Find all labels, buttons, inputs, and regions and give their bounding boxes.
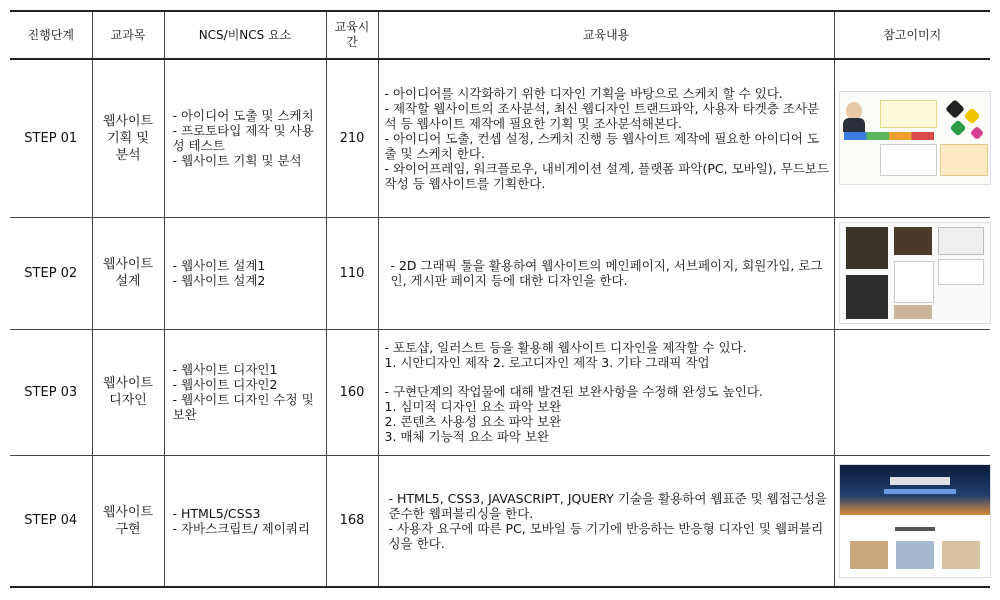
- header-step: 진행단계: [10, 11, 92, 59]
- content-cell: [378, 329, 834, 455]
- header-hours: 교육시간: [326, 11, 378, 59]
- header-content: 교육내용: [378, 11, 834, 59]
- header-row: [10, 11, 990, 59]
- ncs-cell: [164, 59, 326, 217]
- table-row: [10, 455, 990, 587]
- subject-cell: 웹사이트 설계: [92, 217, 164, 329]
- step-cell: STEP 01: [10, 59, 92, 217]
- reference-image-website: [839, 464, 991, 578]
- reference-cell: [834, 217, 990, 329]
- content-item: - 와이어프레임, 워크플로우, 내비게이션 설계, 플랫폼 파악(PC, 모바일), 무드보드 작성 등 웹사이트를 기획한다.: [384, 160, 829, 191]
- header-reference: 참고이미지: [834, 11, 990, 59]
- hours-cell: 210: [326, 59, 378, 217]
- ncs-cell: [164, 217, 326, 329]
- content-cell: [378, 217, 834, 329]
- header-subject: 교과목: [92, 11, 164, 59]
- content-spacer: [385, 370, 830, 384]
- subject-cell: 웹사이트 기획 및 분석: [92, 59, 164, 217]
- content-item: 1. 시안디자인 제작 2. 로고디자인 제작 3. 기타 그래픽 작업: [384, 355, 710, 370]
- content-item: - HTML5, CSS3, JAVASCRIPT, JQUERY 기술을 활용하여 웹표준 및 웹접근성을 준수한 웹퍼블리싱을 한다.: [388, 490, 828, 521]
- curriculum-table-wrapper: [10, 10, 990, 588]
- subject-cell: 웹사이트 구현: [92, 455, 164, 587]
- ncs-item: - 웹사이트 기획 및 분석: [172, 153, 302, 169]
- content-item: - 포토샵, 일러스트 등을 활용해 웹사이트 디자인을 제작할 수 있다.: [384, 340, 747, 355]
- content-item: 3. 매체 기능적 요소 파악 보완: [384, 429, 550, 444]
- step-cell: STEP 02: [10, 217, 92, 329]
- ncs-item: - 웹사이트 디자인2: [172, 377, 278, 392]
- content-cell: [378, 59, 834, 217]
- reference-cell: [834, 59, 990, 217]
- reference-image-design-layout: [839, 222, 991, 324]
- subject-cell: 웹사이트 디자인: [92, 329, 164, 455]
- curriculum-table: [10, 10, 990, 588]
- reference-cell: [834, 455, 990, 587]
- content-item: - 아이디어 도출, 컨셉 설정, 스케치 진행 등 웹사이트 제작에 필요한 아이디어 도출 및 스케치 한다.: [384, 130, 819, 161]
- content-item: 2. 콘텐츠 사용성 요소 파악 보완: [384, 414, 562, 429]
- ncs-item: - 웹사이트 디자인 수정 및 보완: [172, 392, 314, 422]
- ncs-item: - 웹사이트 설계2: [172, 273, 266, 288]
- hours-cell: 110: [326, 217, 378, 329]
- content-item: - 아이디어를 시각화하기 위한 디자인 기획을 바탕으로 스케치 할 수 있다.: [384, 85, 783, 101]
- header-ncs: NCS/비NCS 요소: [164, 11, 326, 59]
- table-row: [10, 217, 990, 329]
- content-cell: [378, 455, 834, 587]
- ncs-item: - 자바스크립트/ 제이쿼리: [172, 520, 310, 536]
- ncs-item: - 프로토타입 제작 및 사용성 테스트: [172, 123, 314, 154]
- ncs-item: - 웹사이트 디자인1: [172, 362, 278, 377]
- ncs-item: - 아이디어 도출 및 스케치: [172, 108, 314, 124]
- content-item: - 2D 그래픽 툴을 활용하여 웹사이트의 메인페이지, 서브페이지, 회원가입, 로그인, 게시판 페이지 등에 대한 디자인을 한다.: [390, 258, 823, 288]
- step-cell: STEP 04: [10, 455, 92, 587]
- ncs-cell: [164, 329, 326, 455]
- reference-cell: [834, 329, 990, 455]
- ncs-item: - HTML5/CSS3: [172, 505, 261, 521]
- hours-cell: 168: [326, 455, 378, 587]
- table-row: [10, 329, 990, 455]
- table-row: [10, 59, 990, 217]
- ncs-cell: [164, 455, 326, 587]
- content-item: - 제작할 웹사이트의 조사분석, 최신 웹디자인 트랜드파악, 사용자 타겟층 조사분석 등 웹사이트 제작에 필요한 기획 및 조사분석해본다.: [384, 100, 820, 131]
- ncs-item: - 웹사이트 설계1: [172, 258, 266, 273]
- step-cell: STEP 03: [10, 329, 92, 455]
- content-item: 1. 심미적 디자인 요소 파악 보완: [384, 399, 562, 414]
- content-item: - 사용자 요구에 따른 PC, 모바일 등 기기에 반응하는 반응형 디자인 및 웹퍼블리싱을 한다.: [388, 520, 824, 551]
- hours-cell: 160: [326, 329, 378, 455]
- reference-image-planning: [839, 91, 991, 185]
- content-item: - 구현단계의 작업물에 대해 발견된 보완사항을 수정해 완성도 높인다.: [384, 384, 763, 399]
